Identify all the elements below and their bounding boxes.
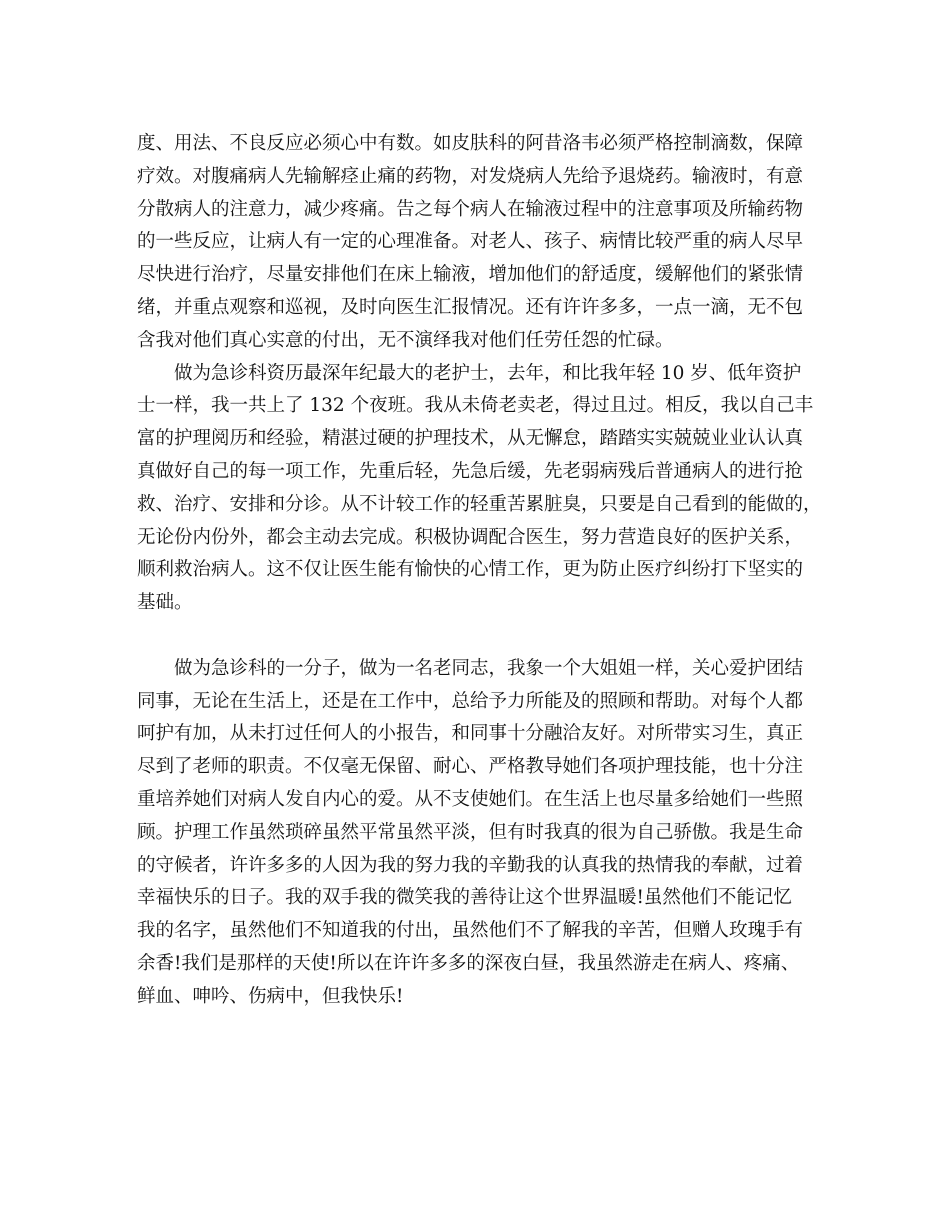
paragraph-line: 富的护理阅历和经验，精湛过硬的护理技术，从无懈怠，踏踏实实兢兢业业认认真 bbox=[137, 428, 804, 450]
paragraph-line: 分散病人的注意力，减少疼痛。告之每个病人在输液过程中的注意事项及所输药物 bbox=[137, 198, 804, 220]
paragraph-3 bbox=[137, 653, 827, 1014]
paragraph-line bbox=[137, 620, 827, 653]
paragraph-line: 同事，无论在生活上，还是在工作中，总给予力所能及的照顾和帮助。对每个人都 bbox=[137, 690, 804, 712]
paragraph-line: 我的名字，虽然他们不知道我的付出，虽然他们不了解我的辛苦，但赠人玫瑰手有 bbox=[137, 920, 804, 942]
paragraph-line: 尽快进行治疗，尽量安排他们在床上输液，增加他们的舒适度，缓解他们的紧张情 bbox=[137, 264, 804, 286]
paragraph-line: 含我对他们真心实意的付出，无不演绎我对他们任劳任怨的忙碌。 bbox=[137, 329, 674, 351]
paragraph-line: 的一些反应，让病人有一定的心理准备。对老人、孩子、病情比较严重的病人尽早 bbox=[137, 231, 804, 253]
paragraph-line: 度、用法、不良反应必须心中有数。如皮肤科的阿昔洛韦必须严格控制滴数，保障 bbox=[137, 133, 804, 154]
paragraph-line: 真做好自己的每一项工作，先重后轻，先急后缓，先老弱病残后普通病人的进行抢 bbox=[137, 460, 804, 482]
paragraph-line: 无论份内份外，都会主动去完成。积极协调配合医生，努力营造良好的医护关系， bbox=[137, 526, 804, 548]
paragraph-line: 顺利救治病人。这不仅让医生能有愉快的心情工作，更为防止医疗纠纷打下坚实的 bbox=[137, 559, 804, 581]
paragraph-line: 的守候者，许许多多的人因为我的努力我的辛勤我的认真我的热情我的奉献，过着 bbox=[137, 854, 804, 876]
paragraph-line: 做为急诊科资历最深年纪最大的老护士，去年，和比我年轻 10 岁、低年资护 bbox=[174, 362, 802, 384]
paragraph-line: 顾。护理工作虽然琐碎虽然平常虽然平淡，但有时我真的很为自己骄傲。我是生命 bbox=[137, 821, 804, 843]
paragraph-line: 士一样，我一共上了 132 个夜班。我从未倚老卖老，得过且过。相反，我以自己丰 bbox=[137, 395, 814, 417]
paragraph-line: 尽到了老师的职责。不仅毫无保留、耐心、严格教导她们各项护理技能，也十分注 bbox=[137, 756, 804, 778]
paragraph-line: 呵护有加，从未打过任何人的小报告，和同事十分融洽友好。对所带实习生，真正 bbox=[137, 723, 804, 745]
paragraph-line: 基础。 bbox=[137, 592, 193, 614]
paragraph-line: 幸福快乐的日子。我的双手我的微笑我的善待让这个世界温暖!虽然他们不能记忆 bbox=[137, 887, 792, 909]
paragraph-2 bbox=[137, 358, 827, 653]
paragraph-line: 救、治疗、安排和分诊。从不计较工作的轻重苦累脏臭，只要是自己看到的能做的， bbox=[137, 493, 822, 515]
paragraph-line: 做为急诊科的一分子，做为一名老同志，我象一个大姐姐一样，关心爱护团结 bbox=[174, 657, 804, 679]
paragraph-line: 余香!我们是那样的天使!所以在许许多多的深夜白昼，我虽然游走在病人、疼痛、 bbox=[137, 952, 800, 974]
paragraph-1 bbox=[137, 128, 827, 358]
document-body bbox=[137, 128, 827, 1014]
paragraph-line: 疗效。对腹痛病人先输解痉止痛的药物，对发烧病人先给予退烧药。输液时，有意 bbox=[137, 165, 804, 187]
paragraph-line: 鲜血、呻吟、伤病中，但我快乐! bbox=[137, 985, 404, 1007]
paragraph-line: 重培养她们对病人发自内心的爱。从不支使她们。在生活上也尽量多给她们一些照 bbox=[137, 788, 804, 810]
paragraph-line: 绪，并重点观察和巡视，及时向医生汇报情况。还有许许多多，一点一滴，无不包 bbox=[137, 296, 804, 318]
